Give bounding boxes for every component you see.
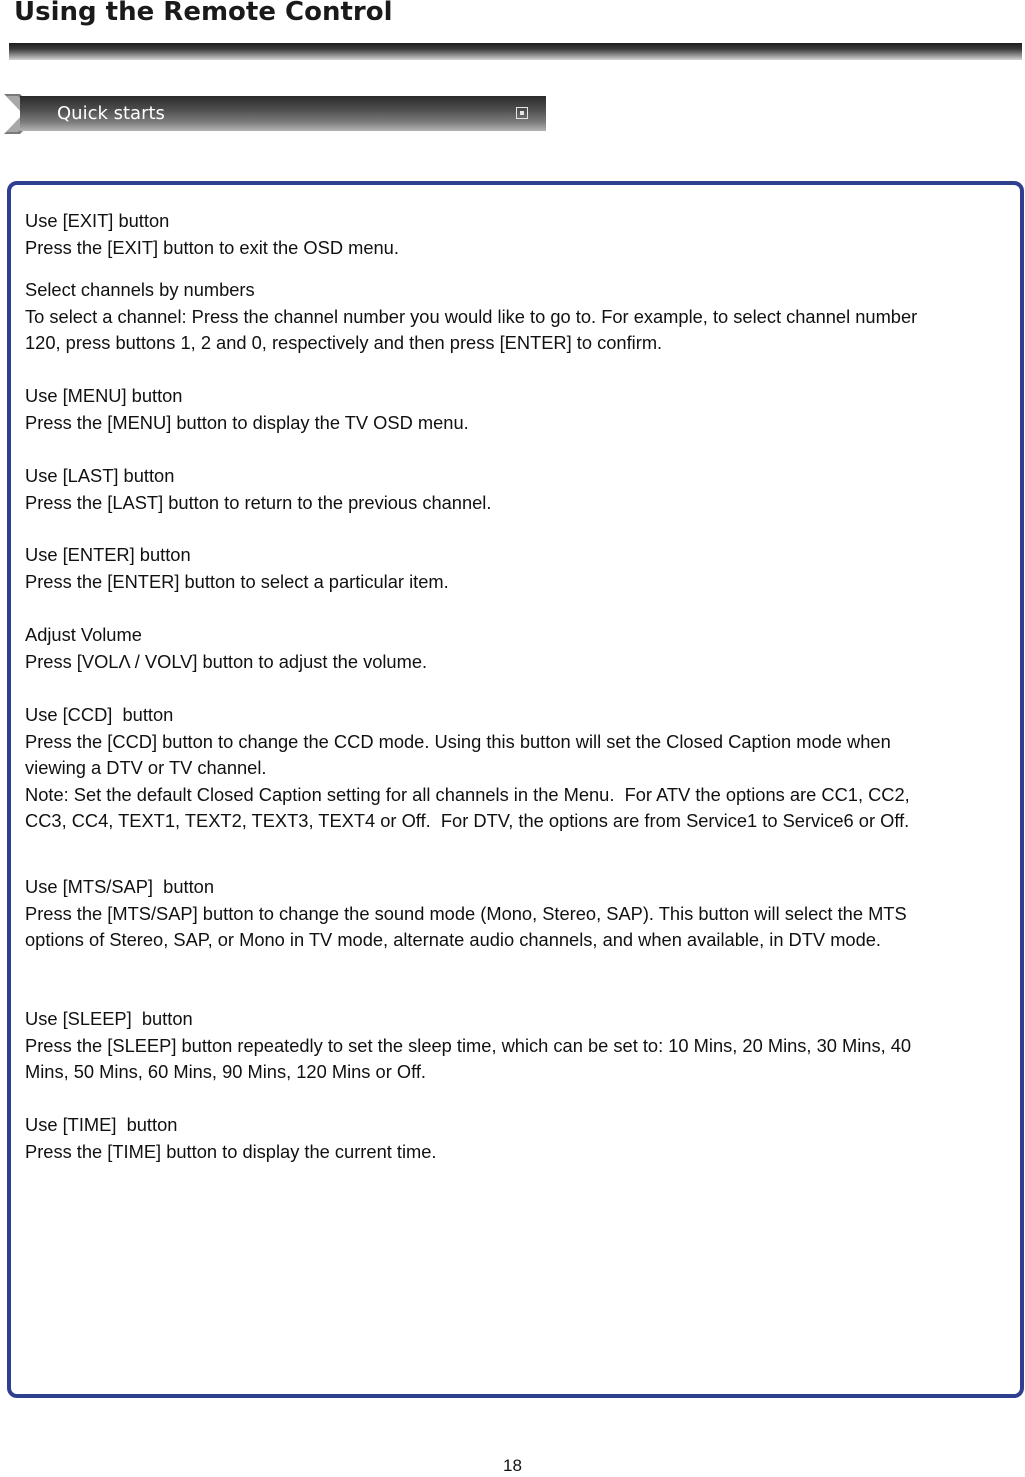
section-header — [4, 94, 544, 134]
page-title: Using the Remote Control — [14, 0, 393, 27]
text-line: Use [TIME] button — [25, 1114, 178, 1135]
text-line: To select a channel: Press the channel number you would like to go to. For example, to select channel number — [25, 305, 918, 327]
text-line: Press the [CCD] button to change the CCD mode. Using this button will set the Closed Caption mode when — [25, 730, 891, 752]
text-line: Use [EXIT] button — [25, 210, 170, 231]
text-line: Press the [MTS/SAP] button to change the sound mode (Mono, Stereo, SAP). This button will select the MTS — [25, 902, 907, 924]
text-block-time — [25, 1112, 1015, 1165]
text-line: Press the [TIME] button to display the current time. — [25, 1140, 437, 1162]
square-box-icon — [516, 107, 528, 119]
text-line: Use [LAST] button — [25, 465, 175, 486]
text-line: Press the [EXIT] button to exit the OSD menu. — [25, 236, 399, 258]
text-line: Use [SLEEP] button — [25, 1008, 193, 1029]
title-divider-bar — [9, 43, 1022, 60]
text-line: 120, press buttons 1, 2 and 0, respectively and then press [ENTER] to confirm. — [25, 332, 663, 353]
section-header-label: Quick starts — [57, 103, 165, 124]
text-line: Note: Set the default Closed Caption setting for all channels in the Menu. For ATV the options are CC1, CC2, — [25, 783, 910, 805]
text-line: CC3, CC4, TEXT1, TEXT2, TEXT3, TEXT4 or Off. For DTV, the options are from Service1 to Service6 or Off. — [25, 810, 910, 831]
text-block-exit — [25, 208, 1015, 261]
text-line: Press the [LAST] button to return to the previous channel. — [25, 491, 492, 513]
text-line: viewing a DTV or TV channel. — [25, 757, 267, 778]
text-line: Use [MTS/SAP] button — [25, 876, 214, 897]
text-block-last — [25, 463, 1015, 516]
page-number: 18 — [503, 1456, 522, 1475]
text-block-sleep — [25, 1006, 1015, 1086]
text-block-ccd — [25, 702, 1015, 835]
text-block-menu — [25, 383, 1015, 436]
text-line: Press the [SLEEP] button repeatedly to set the sleep time, which can be set to: 10 Mins, 20 Mins, 30 Mins, 40 — [25, 1034, 912, 1056]
text-block-enter — [25, 542, 1015, 595]
text-block-channels — [25, 277, 1015, 357]
text-line: Use [ENTER] button — [25, 544, 191, 565]
text-line: Press [VOLΛ / VOLV] button to adjust the volume. — [25, 650, 428, 672]
text-line: Press the [ENTER] button to select a particular item. — [25, 570, 449, 592]
text-line: Mins, 50 Mins, 60 Mins, 90 Mins, 120 Mins or Off. — [25, 1061, 426, 1082]
text-line: Press the [MENU] button to display the TV OSD menu. — [25, 411, 469, 433]
text-line: Select channels by numbers — [25, 279, 255, 300]
text-block-volume — [25, 622, 1015, 675]
text-block-mts — [25, 874, 1015, 954]
text-line: Adjust Volume — [25, 624, 142, 645]
text-line: options of Stereo, SAP, or Mono in TV mode, alternate audio channels, and when available, in DTV mode. — [25, 929, 882, 950]
text-line: Use [MENU] button — [25, 385, 183, 406]
text-line: Use [CCD] button — [25, 704, 174, 725]
